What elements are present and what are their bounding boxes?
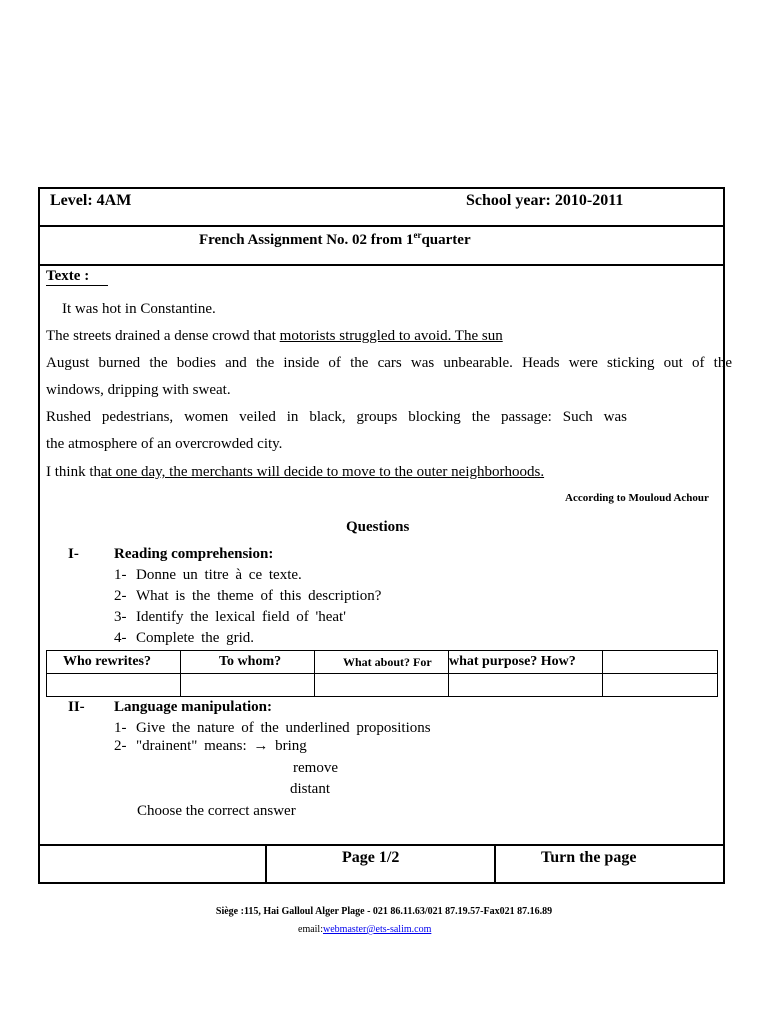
grid-answer-row — [47, 674, 718, 697]
question-1-4: 4- Complete the grid. — [114, 630, 255, 646]
title-divider — [38, 264, 725, 266]
section-2-numeral: II- — [68, 699, 85, 715]
text-line-6: the atmosphere of an overcrowded city. — [46, 436, 283, 452]
question-1-3: 3- Identify the lexical field of 'heat' — [114, 609, 346, 625]
level-label: Level: 4AM — [50, 192, 132, 209]
school-year-label: School year: 2010-2011 — [466, 192, 624, 209]
question-2-2: 2- "drainent" means: → bring — [114, 738, 307, 754]
question-2-1: 1- Give the nature of the underlined propositions — [114, 720, 431, 736]
grid-cell-empty[interactable] — [603, 674, 718, 697]
grid-header-purpose: what purpose? How? — [449, 651, 603, 674]
email-line: email:webmaster@ets-salim.com — [298, 924, 468, 935]
choose-instruction: Choose the correct answer — [137, 803, 296, 819]
section-2-title: Language manipulation: — [114, 699, 272, 715]
section-1-numeral: I- — [68, 546, 79, 562]
assignment-title: French Assignment No. 02 from 1erquarter — [199, 230, 471, 248]
grid-cell-to-whom[interactable] — [181, 674, 315, 697]
comprehension-grid — [46, 650, 718, 697]
footer-col-divider-2 — [494, 845, 496, 883]
section-1-title: Reading comprehension: — [114, 546, 274, 562]
questions-title: Questions — [346, 519, 410, 535]
question-1-2: 2- What is the theme of this description? — [114, 588, 382, 604]
grid-cell-purpose[interactable] — [449, 674, 603, 697]
header-divider — [38, 225, 725, 227]
turn-page-label: Turn the page — [541, 849, 637, 866]
grid-header-what-about: What about? For — [315, 651, 449, 674]
text-source: According to Mouloud Achour — [565, 492, 709, 504]
question-1-1: 1- Donne un titre à ce texte. — [114, 567, 302, 583]
footer-col-divider-1 — [265, 845, 267, 883]
footer-divider — [38, 844, 725, 846]
option-remove: remove — [293, 760, 338, 776]
email-link[interactable]: webmaster@ets-salim.com — [323, 924, 432, 935]
text-line-4: windows, dripping with sweat. — [46, 382, 231, 398]
grid-cell-who[interactable] — [47, 674, 181, 697]
page-number: Page 1/2 — [342, 849, 400, 866]
grid-cell-what-about[interactable] — [315, 674, 449, 697]
grid-header-row — [47, 651, 718, 674]
underlined-proposition-2: at one day, the merchants will decide to move to the outer neighborhoods. — [101, 464, 545, 480]
text-line-3: August burned the bodies and the inside of the cars was unbearable. Heads were sticking out of the — [46, 355, 732, 371]
text-line-1: It was hot in Constantine. — [62, 301, 216, 317]
address-line: Siège :115, Hai Galloul Alger Plage - 021 86.11.63/021 87.19.57-Fax021 87.16.89 — [215, 906, 553, 917]
text-line-5: Rushed pedestrians, women veiled in black, groups blocking the passage: Such was — [46, 409, 627, 425]
underlined-proposition-1: motorists struggled to avoid. The sun — [279, 328, 503, 344]
grid-header-who: Who rewrites? — [47, 651, 181, 674]
grid-header-to-whom: To whom? — [181, 651, 315, 674]
texte-heading: Texte : — [46, 268, 108, 286]
grid-header-empty — [603, 651, 718, 674]
option-distant: distant — [290, 781, 330, 797]
text-line-7: I think that one day, the merchants will decide to move to the outer neighborhoods. — [46, 464, 647, 481]
text-line-2: The streets drained a dense crowd that motorists struggled to avoid. The sun — [46, 328, 617, 345]
